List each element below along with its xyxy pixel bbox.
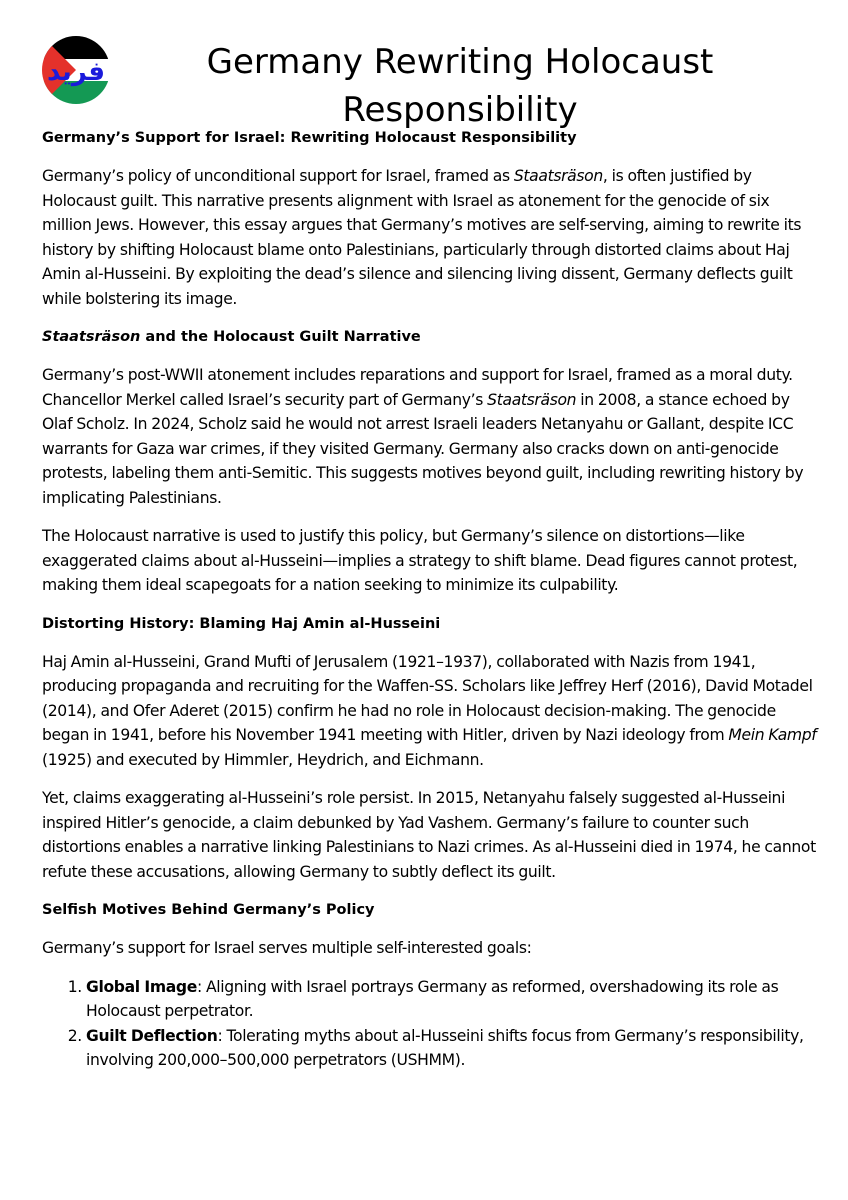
italic-term: Staatsräson [487, 390, 577, 409]
list-item [86, 1024, 817, 1073]
page-title: Germany Rewriting Holocaust Responsibility [206, 42, 714, 130]
italic-term: Mein Kampf [728, 726, 817, 744]
paragraph: Yet, claims exaggerating al-Husseini’s role persist. In 2015, Netanyahu falsely suggested al-Husseini inspired Hitler’s genocide, a claim debunked by Yad Vashem. Germany’s failure to counter such distortions enables a narrative linking Palestinians to Nazi crimes. As al-Husseini died in 1974, he cannot refute these accusations, allowing Germany to subtly deflect its guilt. [42, 789, 816, 881]
text-run: Haj Amin al-Husseini, Grand Mufti of Jerusalem (1921–1937), collaborated with Nazis from 1941, producing propaganda and recruiting for the Waffen-SS. Scholars like Jeffrey Herf (2016), David Motadel (2014), and Ofer Aderet (2015) confirm he had no role in Holocaust decision-making. The genocide began in 1941, before his November 1941 meeting with Hitler, driven by Nazi ideology from [42, 652, 813, 744]
list-term: Guilt Deflection [86, 1026, 218, 1045]
list-text: : Aligning with Israel portrays Germany as reformed, overshadowing its role as Holocaust perpetrator. [86, 977, 779, 1020]
paragraph: Germany’s support for Israel serves multiple self-interested goals: [42, 939, 532, 957]
list-item [86, 975, 817, 1024]
logo-palestine-flag [42, 36, 110, 104]
text-run: , is often justified by Holocaust guilt. This narrative presents alignment with Israel as atonement for the genocide of six million Jews. However, this essay argues that Germany’s motives are self-serving, aiming to rewrite its history by shifting Holocaust blame onto Palestinians, particularly through distorted claims about Haj Amin al-Husseini. By exploiting the dead’s silence and silencing living dissent, Germany deflects guilt while bolstering its image. [42, 167, 802, 308]
text-run: Germany’s post-WWII atonement includes reparations and support for Israel, framed as a moral duty. Chancellor Merkel called Israel’s security part of Germany’s [42, 366, 793, 409]
list-term: Global Image [86, 977, 197, 996]
document-body [42, 126, 817, 1073]
list-text: : Tolerating myths about al-Husseini shifts focus from Germany’s responsibility, involving 200,000–500,000 perpetrators (USHMM). [86, 1026, 804, 1069]
section-heading: Germany’s Support for Israel: Rewriting Holocaust Responsibility [42, 130, 577, 146]
palestine-flag-icon [42, 36, 110, 104]
paragraph [42, 363, 817, 510]
italic-term: Staatsräson [513, 167, 603, 185]
logo-text: فريد [47, 57, 105, 87]
section-heading [42, 325, 817, 349]
text-run: (1925) and executed by Himmler, Heydrich, and Eichmann. [42, 750, 484, 769]
section-heading: Distorting History: Blaming Haj Amin al-Husseini [42, 615, 441, 632]
paragraph [42, 650, 817, 773]
italic-term: Staatsräson [42, 329, 141, 345]
motives-list [42, 975, 817, 1073]
paragraph [42, 164, 817, 311]
paragraph: The Holocaust narrative is used to justify this policy, but Germany’s silence on distortions—like exaggerated claims about al-Husseini—implies a strategy to shift blame. Dead figures cannot protest, making them ideal scapegoats for a nation seeking to minimize its culpability. [42, 527, 798, 594]
heading-text: and the Holocaust Guilt Narrative [140, 329, 421, 345]
text-run: in 2008, a stance echoed by Olaf Scholz. In 2024, Scholz said he would not arrest Israeli leaders Netanyahu or Gallant, despite ICC warrants for Gaza war crimes, if they visited Germany. Germany also cracks down on anti-genocide protests, labeling them anti-Semitic. This suggests motives beyond guilt, including rewriting history by implicating Palestinians. [42, 390, 804, 507]
text-run: Germany’s policy of unconditional support for Israel, framed as [42, 167, 514, 185]
section-heading: Selfish Motives Behind Germany’s Policy [42, 902, 375, 918]
